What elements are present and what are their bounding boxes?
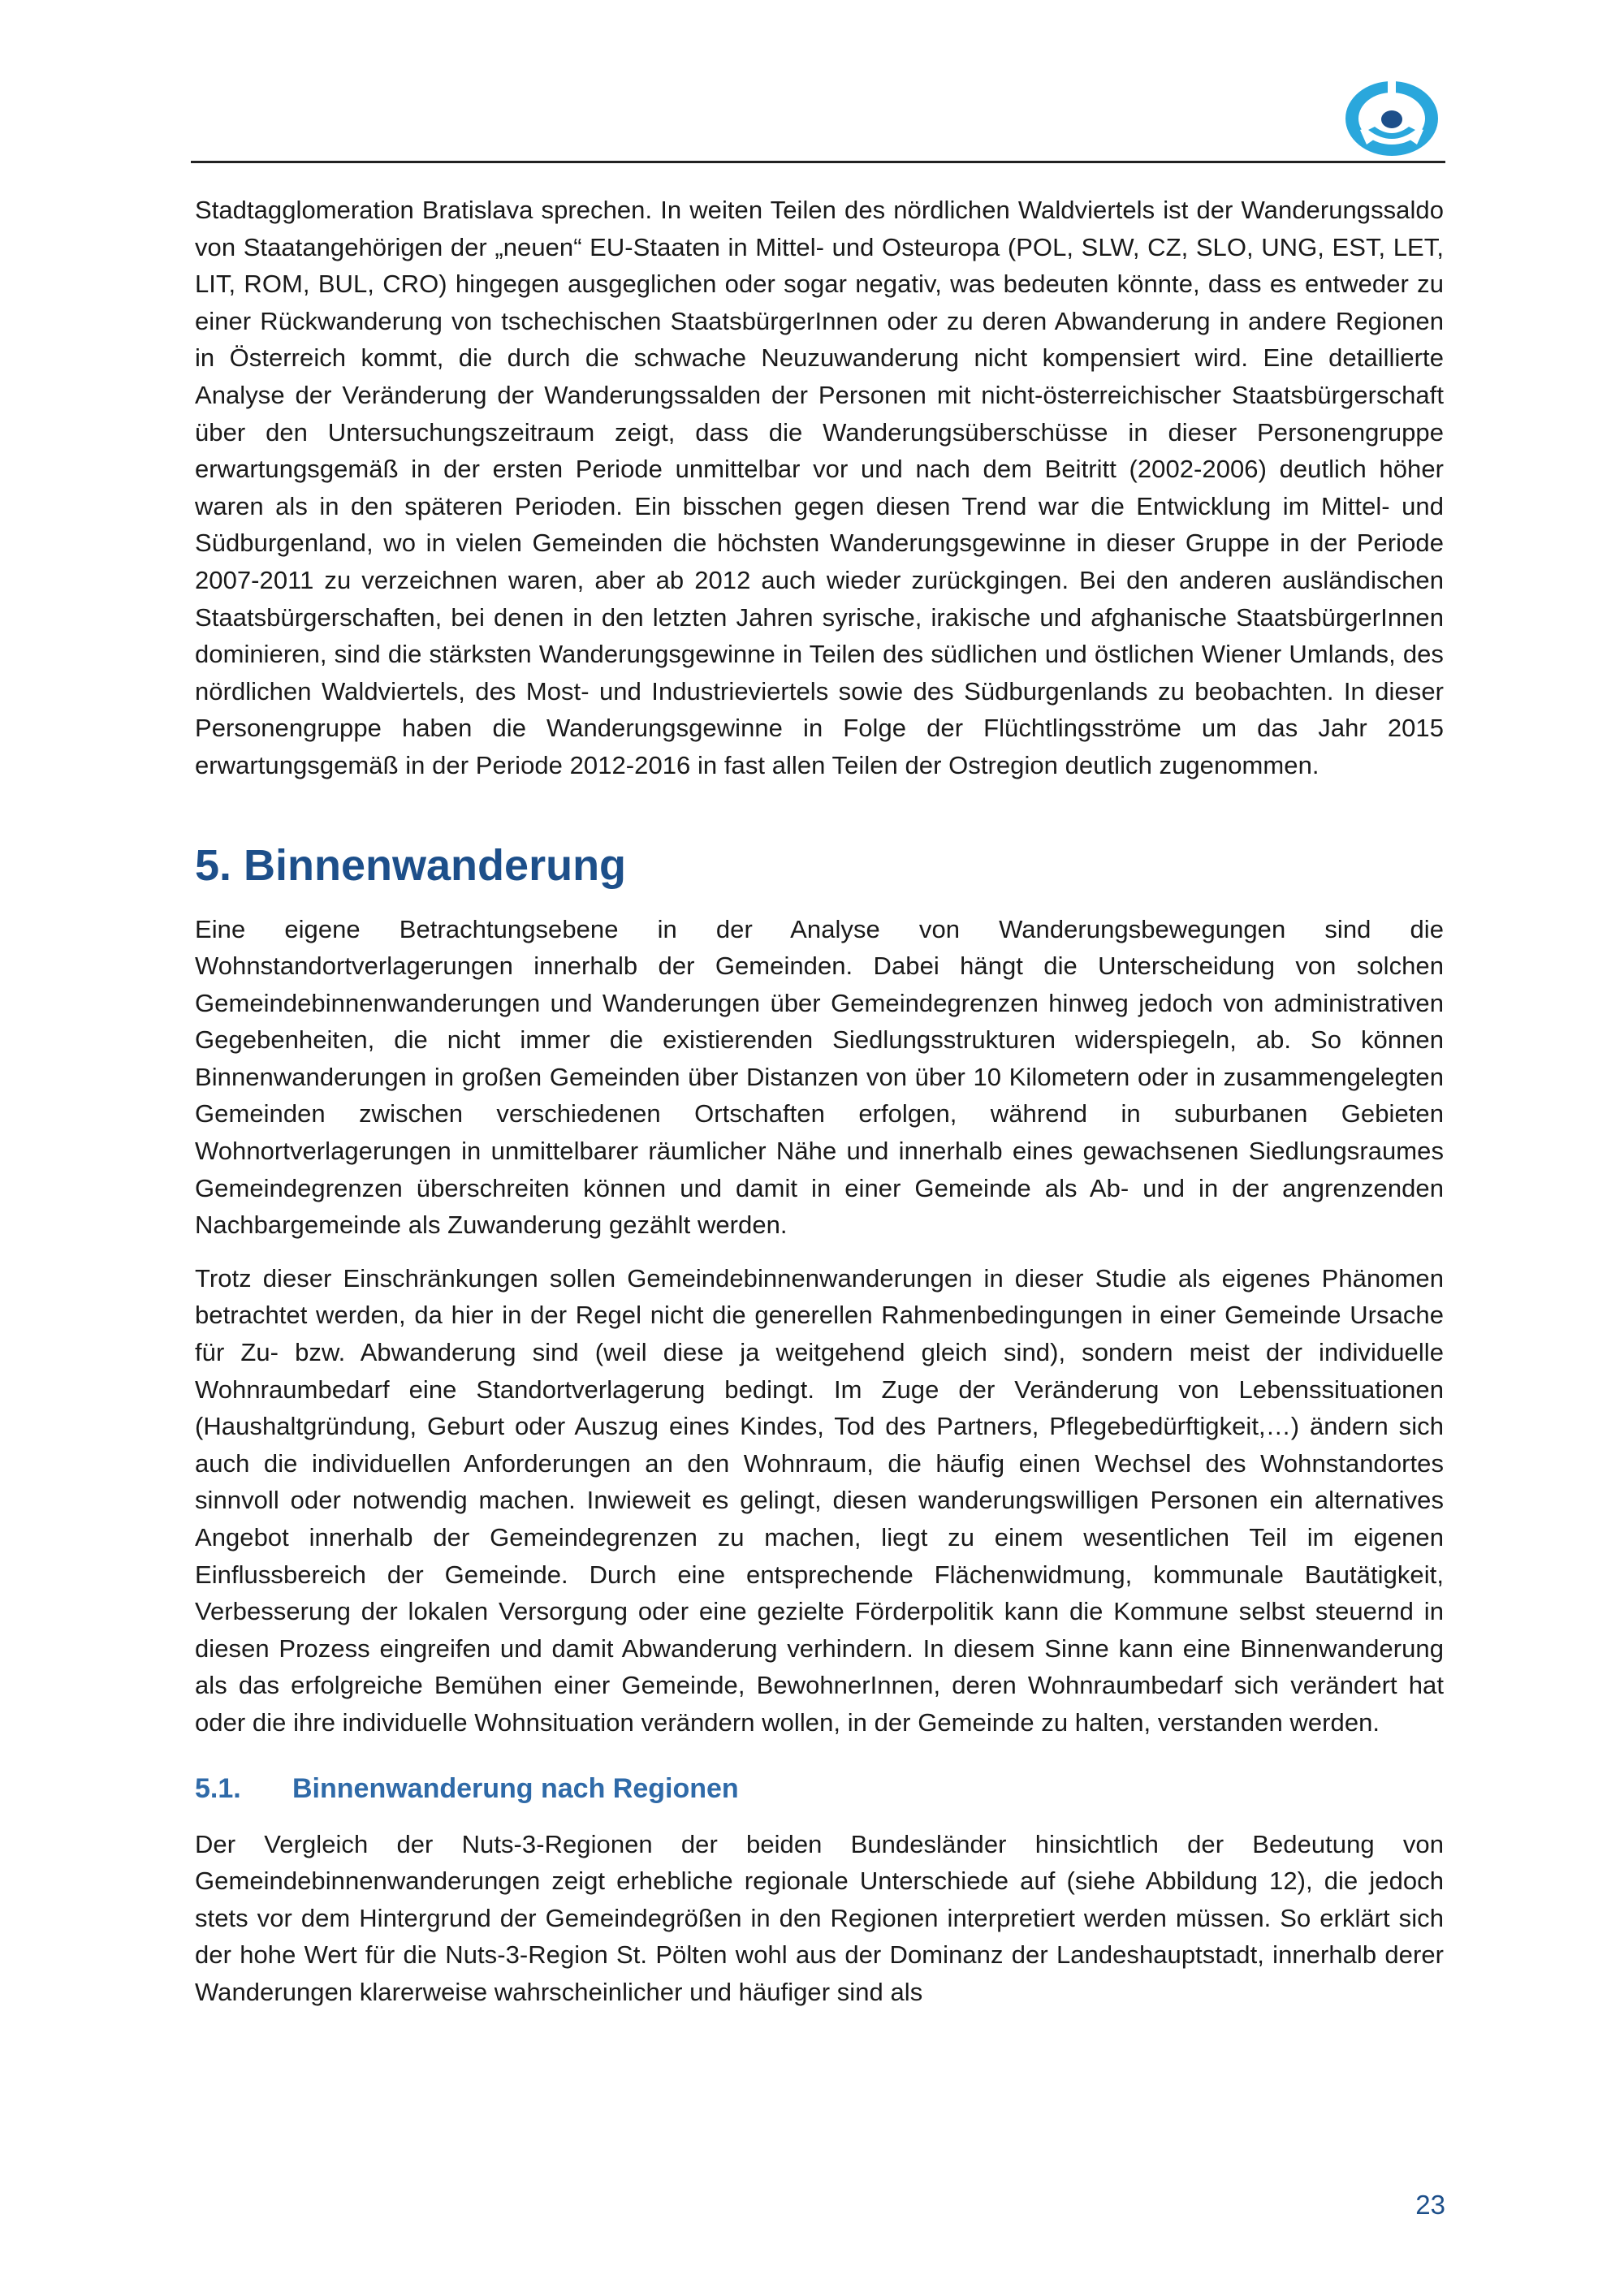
section-paragraph-1: Eine eigene Betrachtungsebene in der Analyse von Wanderungsbewegungen sind die Wohnstandortverlagerungen innerhalb der Gemeinden. Dabei hängt die Unterscheidung von solchen Gemeindebinnenwanderungen und Wanderungen über Gemeindegrenzen hinweg jedoch von administrativen Gegebenheiten, die nicht immer die existierenden Siedlungsstrukturen widerspiegeln, ab. So können Binnenwanderungen in großen Gemeinden über Distanzen von über 10 Kilometern oder in zusammengelegten Gemeinden zwischen verschiedenen Ortschaften erfolgen, während in suburbanen Gebieten Wohnortverlagerungen in unmittelbarer räumlicher Nähe und innerhalb eines gewachsenen Siedlungsraumes Gemeindegrenzen überschreiten können und damit in einer Gemeinde als Ab- und in der angrenzenden Nachbargemeinde als Zuwanderung gezählt werden. [195,914,1444,1240]
section-heading: 5. Binnenwanderung [195,840,627,890]
subsection-heading [195,1772,1444,1805]
header-rule [191,161,1445,163]
intro-paragraph: Stadtagglomeration Bratislava sprechen. In weiten Teilen des nördlichen Waldviertels ist der Wanderungssaldo von Staatangehörigen der „neuen“ EU-Staaten in Mittel- und Osteuropa (POL, SLW, CZ, SLO, UNG, EST, LET, LIT, ROM, BUL, CRO) hingegen ausgeglichen oder sogar negativ, was bedeuten könnte, dass es entweder zu einer Rückwanderung von tschechischen StaatsbürgerInnen oder zu deren Abwanderung in andere Regionen in Österreich kommt, die durch die schwache Neuzuwanderung nicht kompensiert wird. Eine detaillierte Analyse der Veränderung der Wanderungssalden der Personen mit nicht-österreichischer Staatsbürgerschaft über den Untersuchungszeitraum zeigt, dass die Wanderungsüberschüsse in dieser Personengruppe erwartungsgemäß in der ersten Periode unmittelbar vor und nach dem Beitritt (2002-2006) deutlich höher waren als in den späteren Perioden. Ein bisschen gegen diesen Trend war die Entwicklung im Mittel- und Südburgenland, wo in vielen Gemeinden die höchsten Wanderungsgewinne in dieser Gruppe in der Periode 2007-2011 zu verzeichnen waren, aber ab 2012 auch wieder zurückgingen. Bei den anderen ausländischen Staatsbürgerschaften, bei denen in den letzten Jahren syrische, irakische und afghanische StaatsbürgerInnen dominieren, sind die stärksten Wanderungsgewinne in Teilen des südlichen und östlichen Wiener Umlands, des nördlichen Waldviertels, des Most- und Industrieviertels sowie des Südburgenlands zu beobachten. In dieser Personengruppe haben die Wanderungsgewinne in Folge der Flüchtlingsströme um das Jahr 2015 erwartungsgemäß in der Periode 2012-2016 in fast allen Teilen der Ostregion deutlich zugenommen. [195,196,1444,779]
subsection-paragraph-1: Der Vergleich der Nuts-3-Regionen der beiden Bundesländer hinsichtlich der Bedeutung von Gemeindebinnenwanderungen zeigt erhebliche regionale Unterschiede auf (siehe Abbildung 12), die jedoch stets vor dem Hintergrund der Gemeindegrößen in den Regionen interpretiert werden müssen. So erklärt sich der hohe Wert für die Nuts-3-Region St. Pölten wohl aus der Dominanz der Landeshauptstadt, innerhalb derer Wanderungen klarerweise wahrscheinlicher und häufiger sind als [195,1829,1444,2006]
section-paragraph-2: Trotz dieser Einschränkungen sollen Gemeindebinnenwanderungen in dieser Studie als eigenes Phänomen betrachtet werden, da hier in der Regel nicht die generellen Rahmenbedingungen in einer Gemeinde Ursache für Zu- bzw. Abwanderung sind (weil diese ja weitgehend gleich sind), sondern meist der individuelle Wohnraumbedarf eine Standortverlagerung bedingt. Im Zuge der Veränderung von Lebenssituationen (Haushaltgründung, Geburt oder Auszug eines Kindes, Tod des Partners, Pflegebedürftigkeit,…) ändern sich auch die individuellen Anforderungen an den Wohnraum, die häufig einen Wechsel des Wohnstandortes sinnvoll oder notwendig machen. Inwieweit es gelingt, diesen wanderungswilligen Personen ein alternatives Angebot innerhalb der Gemeindegrenzen zu machen, liegt zu einem wesentlichen Teil im eigenen Einflussbereich der Gemeinde. Durch eine entsprechende Flächenwidmung, kommunale Bautätigkeit, Verbesserung der lokalen Versorgung oder eine gezielte Förderpolitik kann die Kommune selbst steuernd in diesen Prozess eingreifen und damit Abwanderung verhindern. In diesem Sinne kann eine Binnenwanderung als das erfolgreiche Bemühen einer Gemeinde, BewohnerInnen, deren Wohnraumbedarf sich verändert hat oder die ihre individuelle Wohnsituation verändern wollen, in der Gemeinde zu halten, verstanden werden. [195,1263,1444,1737]
circular-emblem-logo [1344,80,1440,158]
subsection-number: 5.1. [195,1772,241,1804]
main-content [195,192,1444,2011]
subsection-title: Binnenwanderung nach Regionen [292,1772,739,1804]
page-number: 23 [1415,2190,1445,2220]
